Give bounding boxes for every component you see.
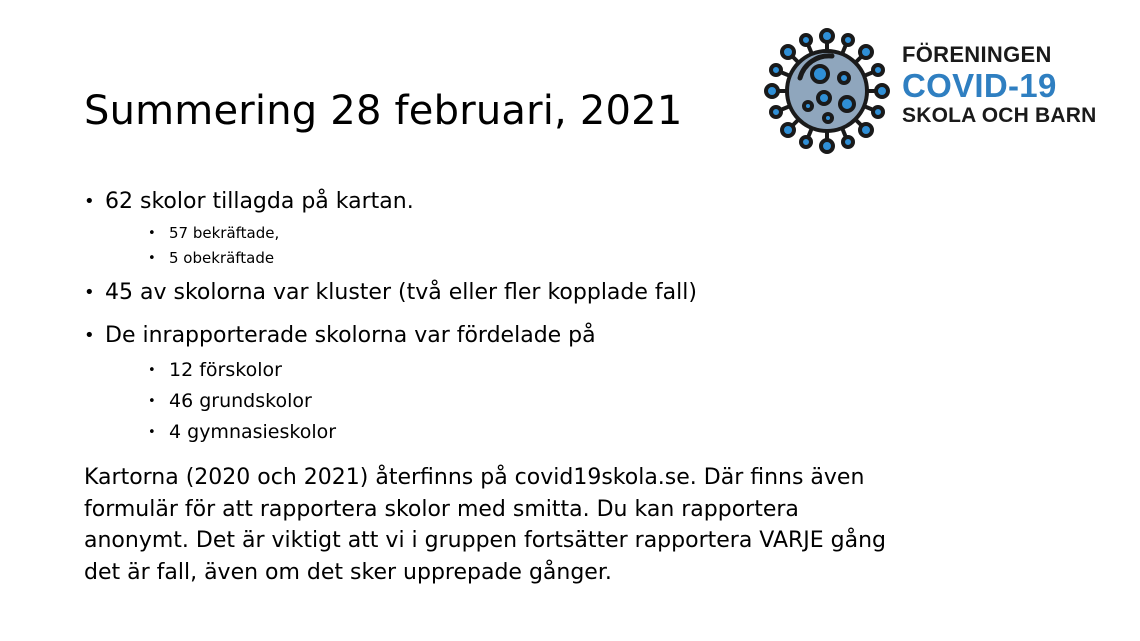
logo-line-3: SKOLA OCH BARN xyxy=(902,104,1097,127)
bullet-item xyxy=(84,319,964,448)
bullet-text: 45 av skolorna var kluster (två eller fler kopplade fall) xyxy=(105,280,697,305)
paragraph-line: anonymt. Det är viktigt att vi i gruppen fortsätter rapportera VARJE gång xyxy=(84,528,887,553)
sub-bullet-item: • 4 gymnasieskolor xyxy=(105,417,964,448)
sub-bullet-item: • 5 obekräftade xyxy=(105,246,964,271)
bullet-item xyxy=(84,185,964,271)
sub-bullet-list xyxy=(105,221,964,271)
bullet-item xyxy=(84,276,964,310)
paragraph-line: formulär för att rapportera skolor med smitta. Du kan rapportera xyxy=(84,496,799,522)
slide-title: Summering 28 februari, 2021 xyxy=(84,88,683,134)
sub-bullet-item: • 57 bekräftade, xyxy=(105,221,964,246)
sub-bullet-item: • 46 grundskolor xyxy=(105,386,964,417)
logo-line-1: FÖRENINGEN xyxy=(902,42,1052,67)
bullet-text: 62 skolor tillagda på kartan. xyxy=(105,189,414,214)
virus-icon xyxy=(762,26,892,156)
sub-bullet-item: • 12 förskolor xyxy=(105,355,964,386)
organization-logo xyxy=(762,26,1112,156)
bullet-list xyxy=(84,185,964,453)
sub-bullet-list xyxy=(105,355,964,448)
paragraph-line: Kartorna (2020 och 2021) återfinns på covid19skola.se. Där finns även xyxy=(84,465,865,490)
paragraph-line: det är fall, även om det sker upprepade gånger. xyxy=(84,559,612,585)
info-paragraph xyxy=(84,462,964,588)
bullet-text: De inrapporterade skolorna var fördelade på xyxy=(105,323,596,348)
logo-line-2: COVID-19 xyxy=(902,67,1057,104)
